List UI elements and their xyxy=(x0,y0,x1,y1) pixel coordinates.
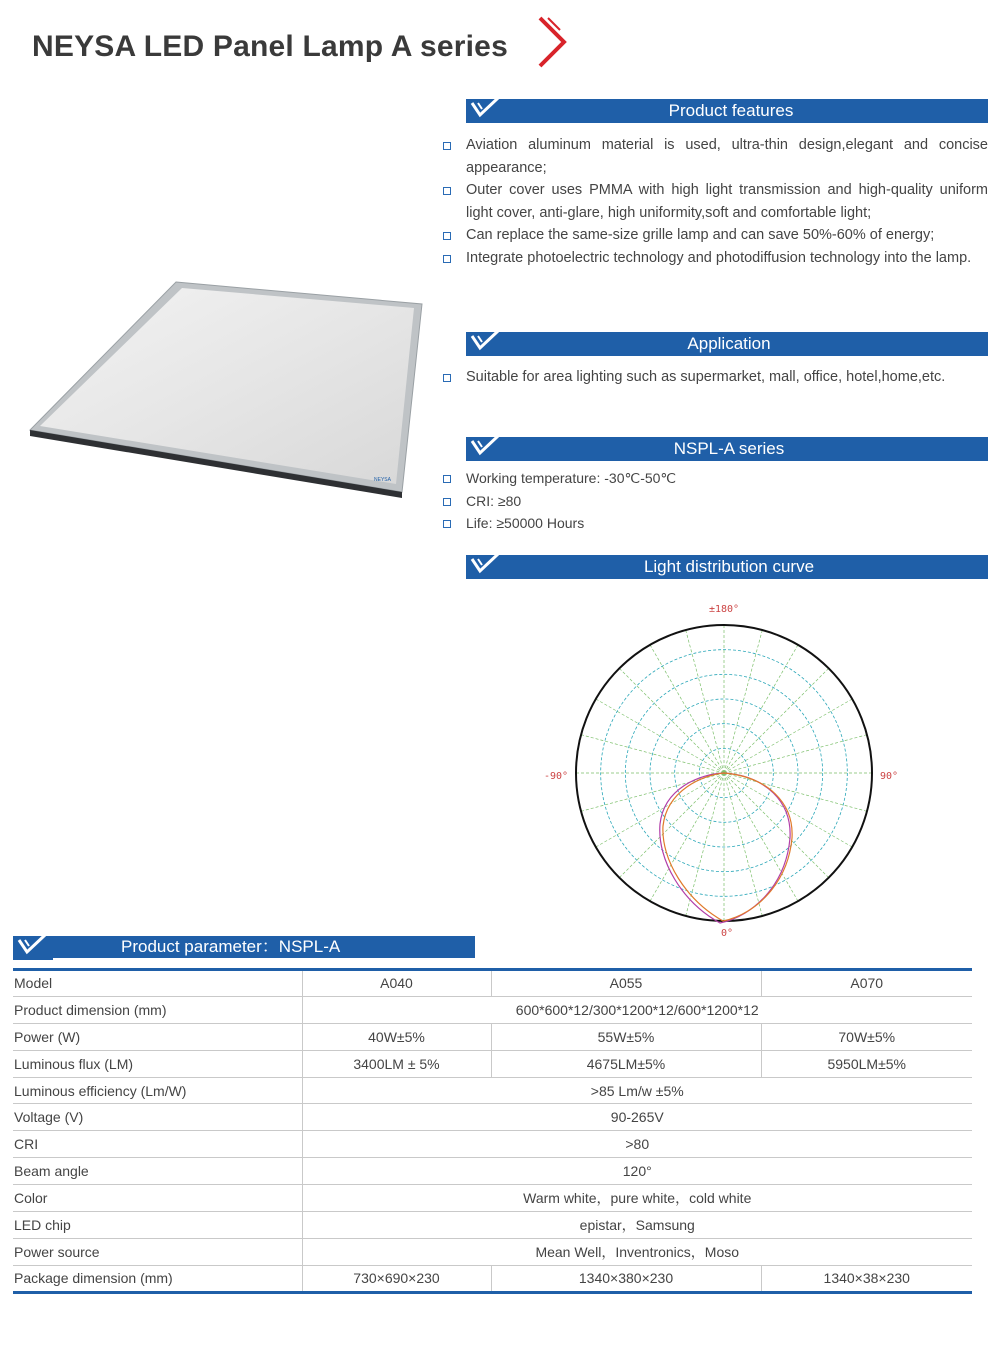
brand-label: NEYSA xyxy=(374,477,391,483)
table-row xyxy=(13,1104,972,1131)
table-row xyxy=(13,1077,972,1104)
cell-value: >85 Lm/w ±5% xyxy=(302,1077,972,1104)
bullet-square-icon xyxy=(443,475,451,483)
cell-value: A070 xyxy=(761,970,972,997)
application-list xyxy=(440,366,988,389)
row-label: Power source xyxy=(13,1238,302,1265)
list-item: Suitable for area lighting such as supermarket, mall, office, hotel,home,etc. xyxy=(440,366,988,389)
row-label: Beam angle xyxy=(13,1158,302,1185)
row-label: Model xyxy=(13,970,302,997)
cell-value: 70W±5% xyxy=(761,1023,972,1050)
polar-grid-spoke xyxy=(596,699,724,773)
cell-value: 120° xyxy=(302,1158,972,1185)
row-label: Package dimension (mm) xyxy=(14,1270,173,1287)
table-row xyxy=(13,1212,972,1239)
cell-value: A040 xyxy=(302,970,491,997)
cell-value: 1340×380×230 xyxy=(491,1265,761,1292)
bullet-square-icon xyxy=(443,255,451,263)
list-item: Integrate photoelectric technology and photodiffusion technology into the lamp. xyxy=(440,247,988,270)
row-label: LED chip xyxy=(13,1212,302,1239)
table-row xyxy=(13,1238,972,1265)
table-row xyxy=(13,970,972,997)
list-item: Working temperature: -30℃-50℃ xyxy=(440,467,988,490)
row-label: Power (W) xyxy=(13,1023,302,1050)
cell-value: 730×690×230 xyxy=(302,1265,491,1292)
bullet-square-icon xyxy=(443,142,451,150)
application-section-header xyxy=(466,332,988,356)
polar-grid-spoke xyxy=(724,773,852,847)
list-item: CRI: ≥80 xyxy=(440,490,988,513)
cell-value: epistar，Samsung xyxy=(302,1212,972,1239)
cell-value: 40W±5% xyxy=(302,1023,491,1050)
polar-grid-spoke xyxy=(650,773,724,901)
checkmark-icon xyxy=(13,932,53,962)
chevron-right-icon xyxy=(534,14,574,70)
list-item: Can replace the same-size grille lamp and can save 50%-60% of energy; xyxy=(440,224,988,247)
table-row xyxy=(13,1265,972,1292)
cell-value: 90-265V xyxy=(302,1104,972,1131)
angle-label-right: 90° xyxy=(879,771,899,782)
curve-section-header xyxy=(466,555,988,579)
cell-value: 4675LM±5% xyxy=(491,1050,761,1077)
series-title: NSPL-A series xyxy=(673,439,785,458)
table-row xyxy=(13,1023,972,1050)
bullet-square-icon xyxy=(443,232,451,240)
distribution-curve-purple xyxy=(660,773,790,923)
bullet-square-icon xyxy=(443,187,451,195)
features-title: Product features xyxy=(668,101,794,120)
cell-value: >80 xyxy=(302,1131,972,1158)
bullet-square-icon xyxy=(443,498,451,506)
light-distribution-diagram xyxy=(530,598,930,943)
led-panel-image xyxy=(28,278,432,500)
polar-grid-spoke xyxy=(724,773,867,811)
params-title: Product parameter：NSPL-A xyxy=(121,937,341,956)
row-label: Voltage (V) xyxy=(13,1104,302,1131)
cell-value: A055 xyxy=(491,970,761,997)
cell-value: 1340×38×230 xyxy=(761,1265,972,1292)
table-row xyxy=(13,1158,972,1185)
curve-title: Light distribution curve xyxy=(643,557,815,576)
bullet-square-icon xyxy=(443,520,451,528)
cell-value: Mean Well，Inventronics，Moso xyxy=(302,1238,972,1265)
polar-grid-spoke xyxy=(724,668,829,773)
table-row xyxy=(13,1131,972,1158)
angle-label-left: -90° xyxy=(543,771,569,782)
angle-label-top: ±180° xyxy=(708,604,740,615)
bullet-square-icon xyxy=(443,374,451,382)
row-label: Product dimension (mm) xyxy=(13,996,302,1023)
series-section-header xyxy=(466,437,988,461)
table-row xyxy=(13,1050,972,1077)
row-label: Luminous flux (LM) xyxy=(13,1050,302,1077)
cell-value: 55W±5% xyxy=(491,1023,761,1050)
row-label: Luminous efficiency (Lm/W) xyxy=(13,1077,302,1104)
cell-value: 600*600*12/300*1200*12/600*1200*12 xyxy=(302,996,972,1023)
series-list xyxy=(440,467,988,535)
cell-value: Warm white，pure white，cold white xyxy=(302,1185,972,1212)
list-item: Aviation aluminum material is used, ultra-thin design,elegant and concise appearance; xyxy=(440,134,988,179)
polar-grid-spoke xyxy=(650,645,724,773)
application-title: Application xyxy=(687,334,771,353)
page-title: NEYSA LED Panel Lamp A series xyxy=(32,30,508,63)
table-row xyxy=(13,996,972,1023)
angle-label-bottom: 0° xyxy=(720,928,734,939)
polar-grid-spoke xyxy=(724,773,829,878)
list-item: Outer cover uses PMMA with high light transmission and high-quality uniform light cover, anti-glare, high uniformity,soft and comfortable light; xyxy=(440,179,988,224)
row-label: Color xyxy=(13,1185,302,1212)
table-row xyxy=(13,1185,972,1212)
cell-value: 3400LM ± 5% xyxy=(302,1050,491,1077)
polar-grid-spoke xyxy=(619,773,724,878)
features-section-header xyxy=(466,99,988,123)
cell-value: 5950LM±5% xyxy=(761,1050,972,1077)
row-label: CRI xyxy=(13,1131,302,1158)
spec-table xyxy=(13,968,972,1294)
polar-grid-spoke xyxy=(724,645,798,773)
list-item: Life: ≥50000 Hours xyxy=(440,512,988,535)
features-list xyxy=(440,134,988,270)
params-section-header xyxy=(13,936,475,958)
